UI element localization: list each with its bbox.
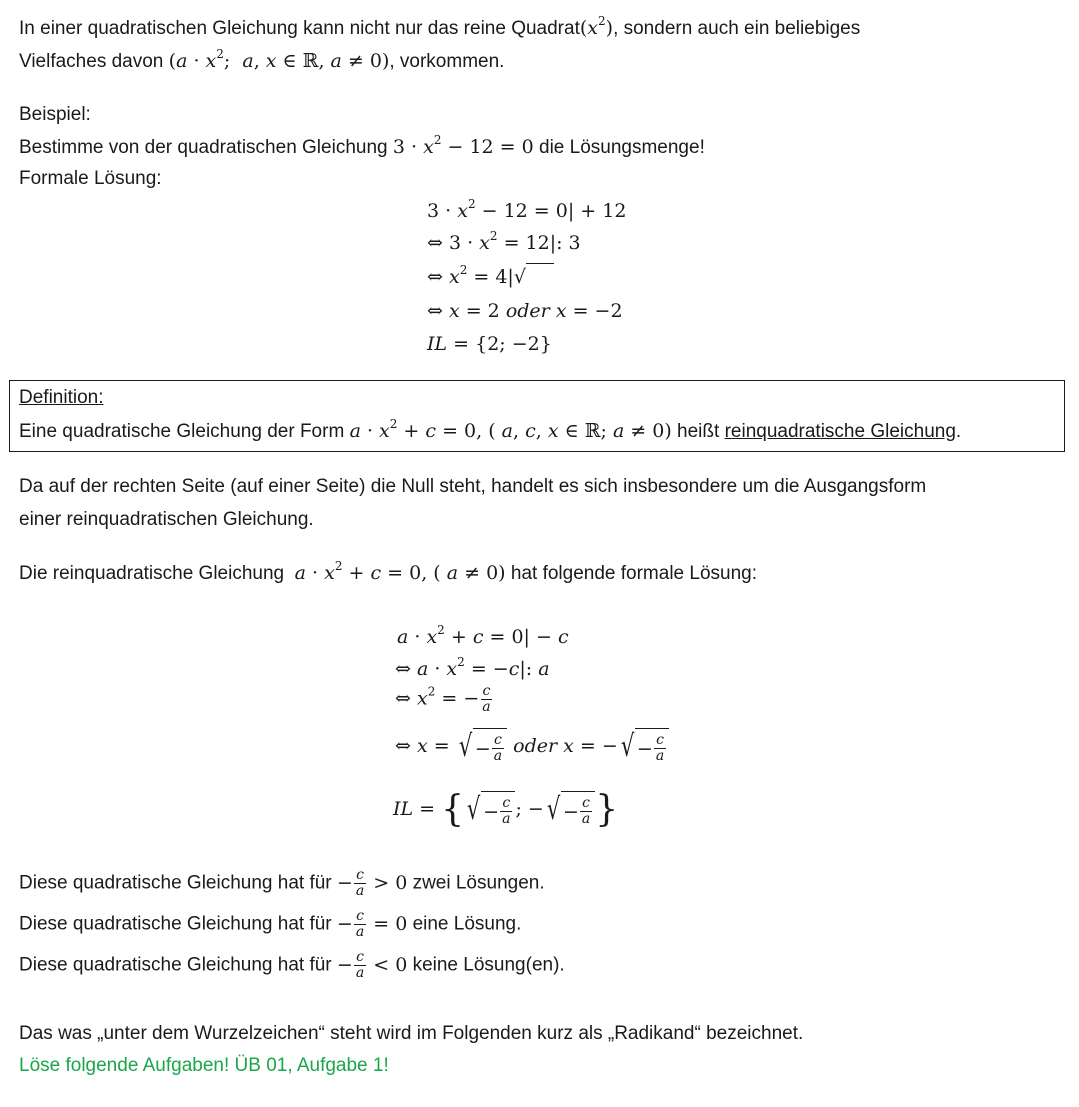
example-step-2: ⇔ $3 \cdot x^2 = 12|$: 3 <box>427 229 581 254</box>
formula-reinquadratisch: $a \cdot x^2 + c = 0$, ( a ≠ 0) <box>294 559 506 584</box>
example-step-1: $3 \cdot x^2 - 12 = 0| + 12$ <box>427 197 627 222</box>
intro-text: , vorkommen. <box>389 51 505 72</box>
general-step-3: ⇔ $x^2$ = − $\frac{c}{a}$ <box>395 683 491 715</box>
formula-x-squared: $(x^2)$ <box>579 14 614 39</box>
definition-text-part: Eine quadratische Gleichung der Form <box>19 421 345 442</box>
para2-text: Die reinquadratische Gleichung <box>19 563 285 584</box>
example-solution-set: IL = {2; −2} <box>427 333 552 355</box>
definition-text <box>19 418 961 445</box>
case-prefix: Diese quadratische Gleichung hat für <box>19 872 332 894</box>
para1-line-2: einer reinquadratischen Gleichung. <box>19 509 314 530</box>
case-prefix: Diese quadratische Gleichung hat für <box>19 913 332 935</box>
example-task <box>19 134 705 161</box>
intro-text: , sondern auch ein beliebiges <box>613 18 861 39</box>
example-task-text: die Lösungsmenge! <box>539 137 705 158</box>
general-step-4: ⇔ x = √ − $\frac{c}{a}$ oder x = − √ − $\frac{c}{a}$ <box>395 728 669 766</box>
fraction-c-over-a: $\frac{c}{a}$ <box>482 683 491 715</box>
para1-line-1: Da auf der rechten Seite (auf einer Seite) die Null steht, handelt es sich insbesondere um die Ausgangsform <box>19 476 927 497</box>
definition-text-part: heißt <box>677 421 720 442</box>
case-result: keine Lösung(en). <box>412 954 565 976</box>
example-task-text: Bestimme von der quadratischen Gleichung <box>19 137 388 158</box>
intro-line-2 <box>19 48 504 75</box>
example-step-4: ⇔ x = 2 oder x = −2 <box>427 300 623 322</box>
intro-text: Vielfaches davon <box>19 51 164 72</box>
sqrt-neg-c-over-a: √ − $\frac{c}{a}$ <box>618 728 669 766</box>
intro-text: In einer quadratischen Gleichung kann nicht nur das reine Quadrat <box>19 18 580 39</box>
example-step-3: ⇔ $x^2 = 4|√$ <box>427 263 554 291</box>
case-zero: Diese quadratische Gleichung hat für − $\frac{c}{a}$ = 0 eine Lösung. <box>19 908 522 940</box>
formal-solution-label: Formale Lösung: <box>19 168 162 189</box>
para2 <box>19 560 757 587</box>
case-negative: Diese quadratische Gleichung hat für − $\frac{c}{a}$ < 0 keine Lösung(en). <box>19 949 565 981</box>
general-step-1: $a \cdot x^2 + c = 0| - c$ <box>397 623 569 648</box>
radikand-note: Das was „unter dem Wurzelzeichen“ steht wird im Folgenden kurz als „Radikand“ bezeichnet. <box>19 1023 804 1044</box>
definition-label: Definition: <box>19 387 104 408</box>
definition-term: reinquadratische Gleichung <box>724 421 956 442</box>
case-positive: Diese quadratische Gleichung hat für − $\frac{c}{a}$ > 0 zwei Lösungen. <box>19 867 545 899</box>
definition-period: . <box>955 421 962 442</box>
intro-line-1 <box>19 15 860 42</box>
case-prefix: Diese quadratische Gleichung hat für <box>19 954 332 976</box>
example-label: Beispiel: <box>19 104 91 125</box>
formula-example: $3 \cdot x^2 - 12 = 0$ <box>392 133 534 158</box>
formula-multiple: ($a \cdot x^2$; a, x ∈ ℝ, a ≠ 0) <box>168 47 390 72</box>
sqrt-neg-c-over-a: √ − $\frac{c}{a}$ <box>456 728 507 766</box>
para2-text: hat folgende formale Lösung: <box>510 563 757 584</box>
case-result: eine Lösung. <box>412 913 522 935</box>
general-step-2: ⇔ $a \cdot x^2 = -c|$: a <box>395 655 550 680</box>
formula-definition: $a \cdot x^2 + c = 0$, ( a, c, x ∈ ℝ; a ≠ 0) <box>349 417 672 442</box>
exercise-link[interactable]: Löse folgende Aufgaben! ÜB 01, Aufgabe 1! <box>19 1055 389 1076</box>
general-solution-set: IL = { √ − $\frac{c}{a}$ ; − √ − $\frac{c}{a}$ } <box>393 789 619 830</box>
case-result: zwei Lösungen. <box>412 872 545 894</box>
